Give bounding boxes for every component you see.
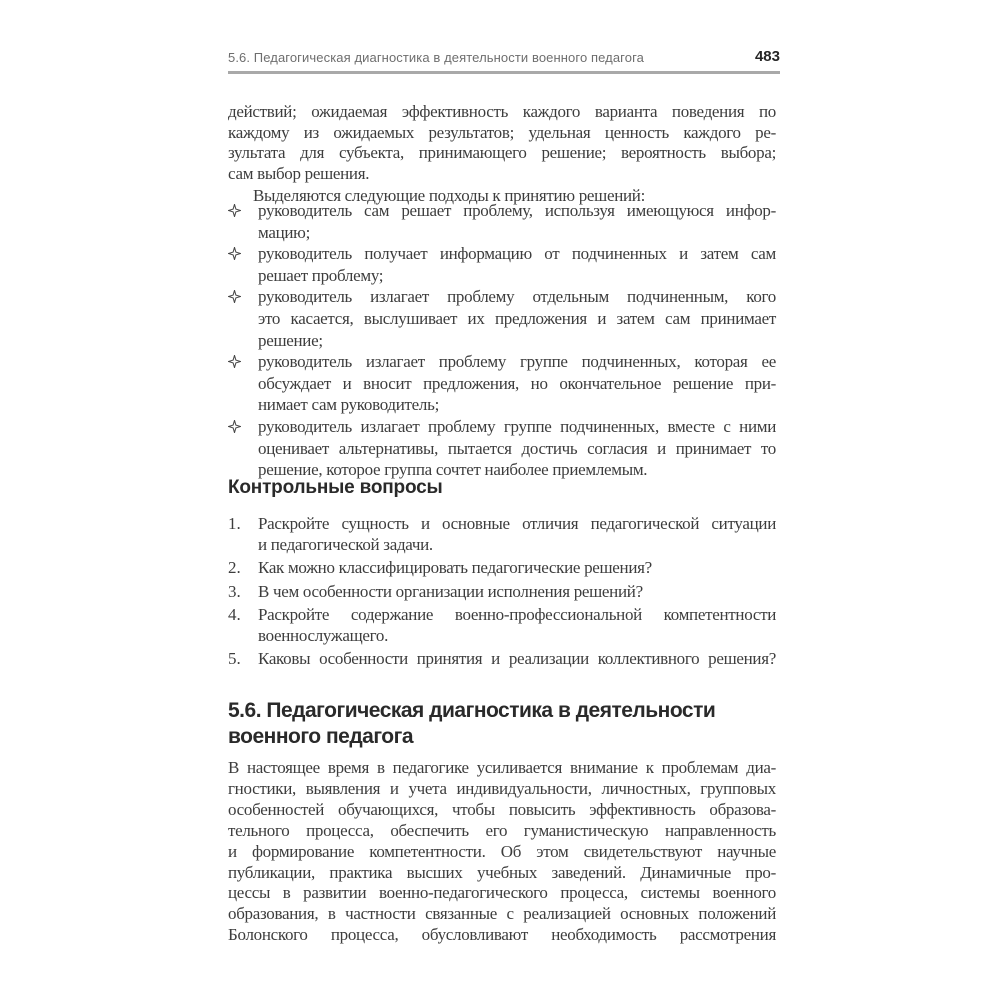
- text-line: руководитель излагает проблему отдельным подчиненным, кого: [258, 287, 776, 307]
- list-item-leader-consults-group: [228, 351, 776, 416]
- text-line: руководитель получает информацию от подчиненных и затем сам: [258, 244, 776, 264]
- text-line: решение;: [258, 330, 323, 350]
- text-line: Как можно классифицировать педагогические решения?: [258, 558, 652, 578]
- list-item-leader-solves-alone: [228, 200, 776, 243]
- text-line: образования, в частности связанные с реализацией основных положений: [228, 904, 776, 924]
- text-line: цессы в развитии военно-педагогического процесса, системы военного: [228, 883, 776, 903]
- list-item-leader-gets-info: [228, 243, 776, 286]
- text-line: и педагогической задачи.: [258, 535, 433, 555]
- text-line: тельного процесса, обеспечить его гуманистическую направленность: [228, 820, 776, 840]
- text-line: действий; ожидаемая эффективность каждого варианта поведения по: [228, 102, 776, 121]
- question-text: [258, 513, 776, 555]
- question-text: [258, 648, 776, 669]
- running-header-title: 5.6. Педагогическая диагностика в деятельности военного педагога: [228, 50, 644, 65]
- paragraph-approaches-intro: Выделяются следующие подходы к принятию решений:: [253, 186, 646, 205]
- question-number: 5.: [228, 649, 241, 669]
- question-item-1: [228, 513, 776, 555]
- four-pointed-star-icon: [228, 200, 258, 243]
- question-number: 4.: [228, 604, 241, 624]
- question-number: 3.: [228, 581, 241, 601]
- question-text: [258, 581, 776, 602]
- question-text: [258, 604, 776, 646]
- text-line: Болонского процесса, обусловливают необходимость рассмотрения: [228, 925, 776, 945]
- text-line: обсуждает и вносит предложения, но окончательное решение при-: [258, 373, 776, 393]
- four-pointed-star-icon: [228, 243, 258, 286]
- list-item-text: [258, 286, 776, 351]
- list-item-group-consensus: [228, 416, 776, 481]
- text-line: мацию;: [258, 222, 311, 242]
- question-number: 1.: [228, 514, 241, 533]
- list-item-leader-consults-individuals: [228, 286, 776, 351]
- section-heading-line: 5.6. Педагогическая диагностика в деятельности: [228, 699, 716, 722]
- text-line: руководитель излагает проблему группе подчиненных, вместе с ними: [258, 416, 776, 436]
- text-line: военнослужащего.: [258, 626, 389, 646]
- page-number: 483: [754, 48, 780, 65]
- running-header: [228, 48, 780, 74]
- question-item-2: [228, 557, 776, 578]
- text-line: Раскройте содержание военно-профессиональной компетентности: [258, 604, 776, 624]
- four-pointed-star-icon: [228, 286, 258, 351]
- text-line: руководитель сам решает проблему, используя имеющуюся инфор-: [258, 201, 776, 220]
- text-line: сам выбор решения.: [228, 164, 370, 184]
- list-item-text: [258, 200, 776, 243]
- control-questions-heading: Контрольные вопросы: [228, 477, 443, 498]
- question-item-3: [228, 581, 776, 602]
- paragraph-decision-components: [228, 102, 776, 185]
- section-heading-line: военного педагога: [228, 725, 414, 748]
- list-item-text: [258, 351, 776, 416]
- approaches-list: [228, 200, 776, 481]
- four-pointed-star-icon: [228, 416, 258, 481]
- text-line: нимает сам руководитель;: [258, 395, 439, 415]
- control-questions-list: [228, 513, 776, 671]
- list-item-text: [258, 243, 776, 286]
- text-line: гностики, выявления и учета индивидуальности, личностных, групповых: [228, 778, 776, 798]
- text-line: каждому из ожидаемых результатов; удельная ценность каждого ре-: [228, 122, 776, 142]
- text-line: В настоящее время в педагогике усиливается внимание к проблемам диа-: [228, 758, 776, 777]
- four-pointed-star-icon: [228, 351, 258, 416]
- text-line: это касается, выслушивает их предложения и затем сам принимает: [258, 308, 776, 328]
- text-line: зультата для субъекта, принимающего решение; вероятность выбора;: [228, 143, 776, 163]
- text-line: решает проблему;: [258, 265, 384, 285]
- question-item-5: [228, 648, 776, 669]
- text-line: Каковы особенности принятия и реализации коллективного решения?: [258, 649, 776, 669]
- question-number: 2.: [228, 558, 241, 578]
- paragraph-diagnostics-intro: [228, 758, 776, 946]
- question-item-4: [228, 604, 776, 646]
- text-line: руководитель излагает проблему группе подчиненных, которая ее: [258, 352, 776, 372]
- list-item-text: [258, 416, 776, 481]
- section-heading-5-6: [228, 698, 788, 750]
- text-line: Раскройте сущность и основные отличия педагогической ситуации: [258, 514, 776, 533]
- text-line: и формирование компетентности. Об этом свидетельствуют научные: [228, 841, 776, 861]
- text-line: В чем особенности организации исполнения решений?: [258, 581, 643, 601]
- text-line: оценивает альтернативы, пытается достичь согласия и принимает то: [258, 438, 776, 458]
- text-line: решение, которое группа сочтет наиболее приемлемым.: [258, 460, 648, 480]
- text-line: особенностей обучающихся, чтобы повысить эффективность образова-: [228, 799, 776, 819]
- text-line: публикации, практика высших учебных заведений. Динамичные про-: [228, 862, 776, 882]
- question-text: [258, 557, 776, 578]
